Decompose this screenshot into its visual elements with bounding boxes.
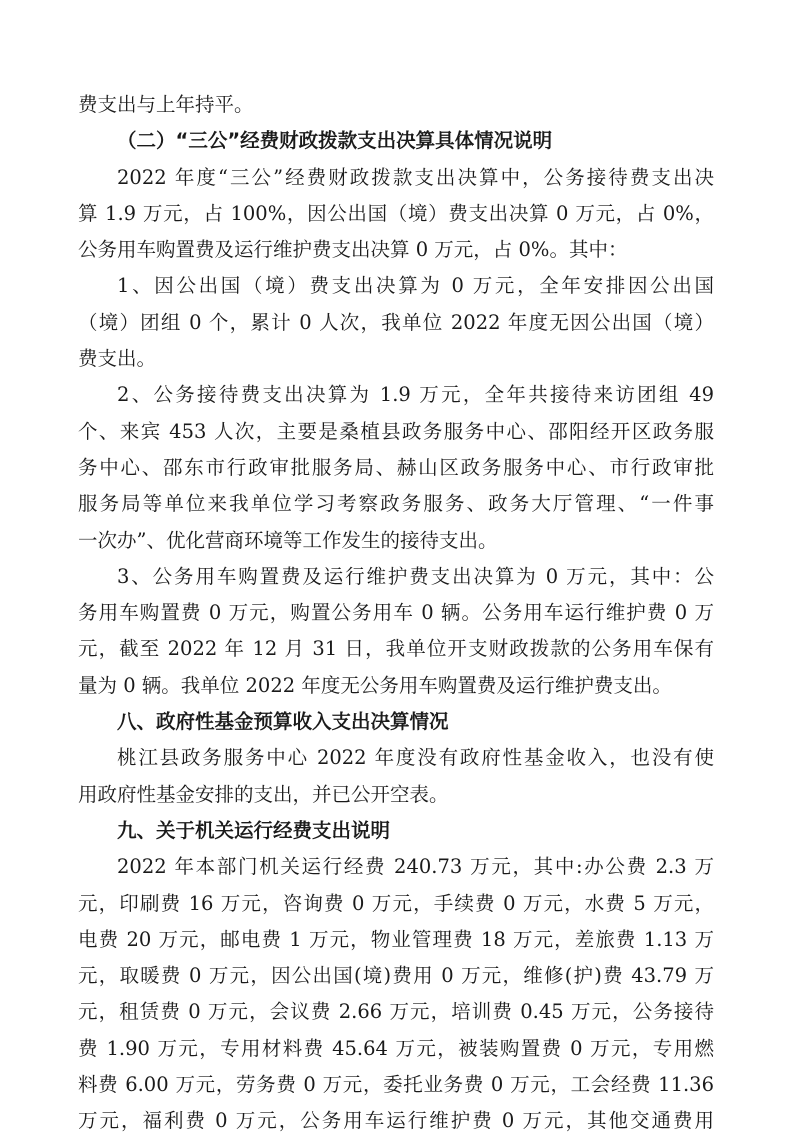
text-line: 元，印刷费 16 万元，咨询费 0 万元，手续费 0 万元，水费 5 万元， (78, 891, 714, 915)
text-line: 一次办”、优化营商环境等工作发生的接待支出。 (78, 528, 498, 552)
text-line: 元，取暖费 0 万元，因公出国(境)费用 0 万元，维修(护)费 43.79 万 (78, 964, 714, 988)
text-line: 个、来宾 453 人次，主要是桑植县政务服务中心、邵阳经开区政务服 (78, 419, 714, 443)
section-heading: 九、关于机关运行经费支出说明 (117, 818, 391, 842)
text-line: （境）团组 0 个，累计 0 人次，我单位 2022 年度无因公出国（境） (78, 310, 714, 334)
text-line: 电费 20 万元，邮电费 1 万元，物业管理费 18 万元，差旅费 1.13 万 (78, 927, 714, 951)
text-line: 元，截至 2022 年 12 月 31 日，我单位开支财政拨款的公务用车保有 (78, 637, 714, 661)
text-line: 用政府性基金安排的支出，并已公开空表。 (78, 782, 449, 806)
text-line: 费支出。 (78, 347, 157, 371)
text-line: 费 1.90 万元，专用材料费 45.64 万元，被装购置费 0 万元，专用燃 (78, 1036, 714, 1060)
text-line: 务用车购置费 0 万元，购置公务用车 0 辆。公务用车运行维护费 0 万 (78, 601, 714, 625)
text-line: 1、因公出国（境）费支出决算为 0 万元，全年安排因公出国 (117, 274, 714, 298)
text-line: 2、公务接待费支出决算为 1.9 万元，全年共接待来访团组 49 (117, 383, 714, 407)
text-line: 万元，福利费 0 万元，公务用车运行维护费 0 万元，其他交通费用 (78, 1109, 714, 1133)
document-body (78, 87, 714, 1140)
text-line: 务中心、邵东市行政审批服务局、赫山区政务服务中心、市行政审批 (78, 455, 714, 479)
text-line: 料费 6.00 万元，劳务费 0 万元，委托业务费 0 万元，工会经费 11.36 (78, 1073, 714, 1097)
text-line: 服务局等单位来我单位学习考察政务服务、政务大厅管理、“一件事 (78, 492, 714, 516)
text-line: 元，租赁费 0 万元，会议费 2.66 万元，培训费 0.45 万元，公务接待 (78, 1000, 714, 1024)
text-line: 桃江县政务服务中心 2022 年度没有政府性基金收入，也没有使 (117, 746, 714, 770)
text-line: 2022 年本部门机关运行经费 240.73 万元，其中:办公费 2.3 万 (117, 855, 714, 879)
text-line: 算 1.9 万元，占 100%，因公出国（境）费支出决算 0 万元，占 0%， (78, 201, 714, 225)
text-line: 量为 0 辆。我单位 2022 年度无公务用车购置费及运行维护费支出。 (78, 673, 672, 697)
section-heading: （二）“三公”经费财政拨款支出决算具体情况说明 (117, 129, 553, 153)
section-heading: 八、政府性基金预算收入支出决算情况 (117, 710, 449, 734)
text-line: 2022 年度“三公”经费财政拨款支出决算中，公务接待费支出决 (117, 165, 714, 189)
text-line: 公务用车购置费及运行维护费支出决算 0 万元，占 0%。其中： (78, 238, 628, 262)
text-line: 3、公务用车购置费及运行维护费支出决算为 0 万元，其中：公 (117, 564, 714, 588)
text-line: 费支出与上年持平。 (78, 93, 254, 116)
